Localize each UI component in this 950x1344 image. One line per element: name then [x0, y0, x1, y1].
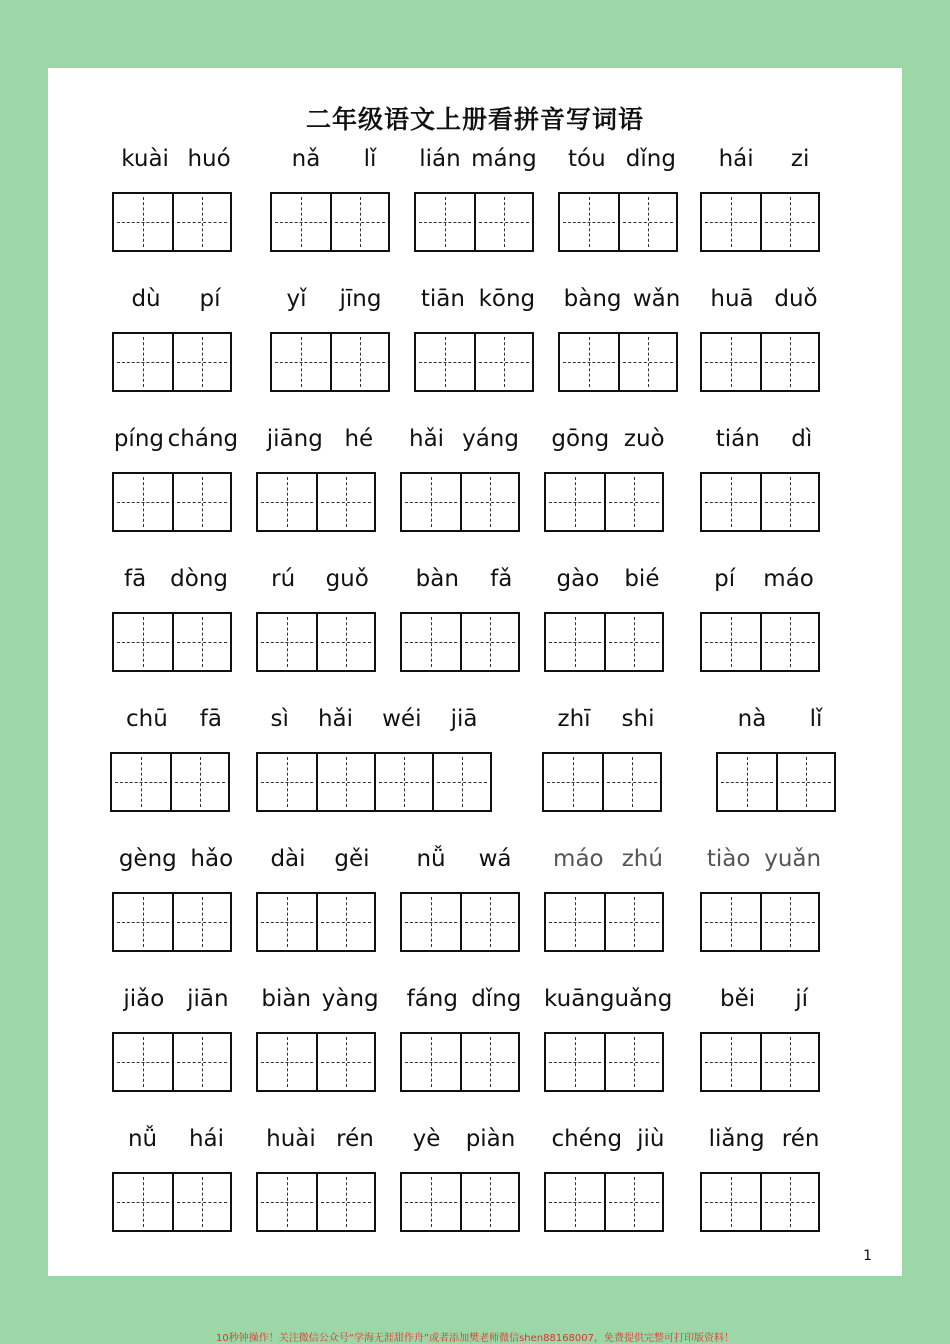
writing-cell[interactable] [560, 334, 618, 390]
tianzige-boxes[interactable] [716, 752, 836, 812]
pinyin-line [400, 846, 528, 872]
word-item [112, 986, 240, 1096]
writing-cell[interactable] [172, 894, 230, 950]
word-item [414, 286, 542, 396]
writing-cell[interactable] [702, 894, 760, 950]
writing-cell[interactable] [330, 194, 388, 250]
pinyin-line [256, 1126, 384, 1152]
pinyin-syllable: hái [718, 146, 754, 172]
pinyin-line [700, 146, 828, 172]
pinyin-syllable: bié [624, 566, 660, 592]
pinyin-syllable: huā [710, 286, 754, 312]
writing-cell[interactable] [702, 1174, 760, 1230]
word-item [112, 286, 240, 396]
writing-cell[interactable] [172, 1174, 230, 1230]
writing-cell[interactable] [604, 474, 662, 530]
writing-cell[interactable] [402, 614, 460, 670]
pinyin-line [414, 146, 542, 172]
writing-cell[interactable] [702, 1034, 760, 1090]
tianzige-boxes[interactable] [700, 192, 820, 252]
pinyin-syllable: biàn [261, 986, 312, 1012]
pinyin-syllable: jiān [187, 986, 229, 1012]
pinyin-syllable: máng [471, 146, 537, 172]
writing-cell[interactable] [760, 334, 818, 390]
word-item [544, 426, 672, 536]
pinyin-line [256, 846, 384, 872]
pinyin-syllable: lǐ [809, 706, 823, 732]
pinyin-syllable: nǎ [291, 146, 321, 172]
pinyin-syllable: hǎo [190, 846, 234, 872]
pinyin-syllable: zi [790, 146, 810, 172]
writing-cell[interactable] [172, 474, 230, 530]
pinyin-syllable: tián [715, 426, 760, 452]
tianzige-boxes[interactable] [414, 192, 534, 252]
tianzige-boxes[interactable] [400, 612, 520, 672]
writing-cell[interactable] [172, 194, 230, 250]
pinyin-syllable: yǐ [286, 286, 307, 312]
pinyin-line [544, 1126, 672, 1152]
pinyin-syllable: wǎn [632, 286, 681, 312]
tianzige-boxes[interactable] [558, 192, 678, 252]
writing-cell[interactable] [776, 754, 834, 810]
writing-cell[interactable] [316, 754, 374, 810]
word-item [400, 986, 528, 1096]
writing-cell[interactable] [272, 194, 330, 250]
word-item [256, 986, 384, 1096]
writing-cell[interactable] [258, 474, 316, 530]
pinyin-syllable: fā [123, 566, 147, 592]
writing-cell[interactable] [258, 1034, 316, 1090]
pinyin-line [400, 426, 528, 452]
pinyin-syllable: hǎi [317, 706, 354, 732]
tianzige-boxes[interactable] [542, 752, 662, 812]
word-item [270, 146, 398, 256]
writing-cell[interactable] [416, 334, 474, 390]
writing-cell[interactable] [460, 474, 518, 530]
pinyin-syllable: tiān [420, 286, 465, 312]
page-title: 二年级语文上册看拼音写词语 [305, 105, 644, 134]
word-item [112, 1126, 240, 1236]
pinyin-line [716, 706, 844, 732]
pinyin-syllable: gèng [118, 846, 177, 872]
pinyin-syllable: jīng [339, 286, 382, 312]
tianzige-boxes[interactable] [400, 1172, 520, 1232]
word-item [110, 706, 238, 816]
word-item [544, 566, 672, 676]
pinyin-syllable: shi [621, 706, 655, 732]
writing-cell[interactable] [546, 614, 604, 670]
pinyin-syllable: kōng [478, 286, 536, 312]
tianzige-boxes[interactable] [400, 472, 520, 532]
word-item [542, 706, 670, 816]
pinyin-syllable: gōng [551, 426, 610, 452]
writing-cell[interactable] [604, 614, 662, 670]
writing-cell[interactable] [460, 894, 518, 950]
tianzige-boxes[interactable] [400, 892, 520, 952]
pinyin-syllable: sì [270, 706, 289, 732]
writing-cell[interactable] [258, 1174, 316, 1230]
writing-cell[interactable] [316, 1034, 374, 1090]
tianzige-boxes[interactable] [112, 892, 232, 952]
writing-cell[interactable] [544, 754, 602, 810]
writing-cell[interactable] [172, 334, 230, 390]
worksheet-page [48, 68, 902, 1276]
pinyin-syllable: jí [795, 986, 808, 1012]
word-item [112, 846, 240, 956]
writing-cell[interactable] [374, 754, 432, 810]
pinyin-syllable: jiāng [266, 426, 323, 452]
writing-cell[interactable] [172, 614, 230, 670]
writing-cell[interactable] [258, 894, 316, 950]
pinyin-syllable: dòng [170, 566, 229, 592]
word-item [558, 146, 686, 256]
pinyin-syllable: zhī [557, 706, 591, 732]
writing-cell[interactable] [702, 194, 760, 250]
pinyin-syllable: yàng [321, 986, 379, 1012]
tianzige-boxes[interactable] [256, 612, 376, 672]
writing-cell[interactable] [114, 1174, 172, 1230]
writing-cell[interactable] [316, 474, 374, 530]
writing-cell[interactable] [258, 754, 316, 810]
word-item [270, 286, 398, 396]
word-item [700, 566, 828, 676]
writing-cell[interactable] [316, 894, 374, 950]
pinyin-line [400, 1126, 528, 1152]
writing-cell[interactable] [702, 474, 760, 530]
tianzige-boxes[interactable] [544, 1032, 664, 1092]
pinyin-line [700, 986, 828, 1012]
writing-cell[interactable] [760, 474, 818, 530]
writing-cell[interactable] [316, 1174, 374, 1230]
pinyin-line [544, 846, 672, 872]
writing-cell[interactable] [702, 334, 760, 390]
pinyin-syllable: máo [553, 846, 604, 872]
pinyin-line [270, 286, 398, 312]
pinyin-syllable: cháng [167, 426, 239, 452]
pinyin-syllable: gěi [334, 846, 370, 872]
pinyin-line [256, 566, 384, 592]
writing-cell[interactable] [258, 614, 316, 670]
tianzige-boxes[interactable] [256, 892, 376, 952]
tianzige-boxes[interactable] [544, 1172, 664, 1232]
pinyin-syllable: kuài [121, 146, 169, 172]
pinyin-line [544, 566, 672, 592]
tianzige-boxes[interactable] [112, 612, 232, 672]
writing-cell[interactable] [546, 894, 604, 950]
pinyin-syllable: duǒ [774, 286, 818, 312]
pinyin-line [700, 566, 828, 592]
pinyin-syllable: hé [344, 426, 374, 452]
word-item [256, 426, 384, 536]
tianzige-boxes[interactable] [112, 1172, 232, 1232]
writing-cell[interactable] [114, 474, 172, 530]
pinyin-syllable: piàn [465, 1126, 516, 1152]
pinyin-syllable: píng [113, 426, 164, 452]
tianzige-boxes[interactable] [700, 472, 820, 532]
pinyin-syllable: fǎ [490, 566, 513, 592]
writing-cell[interactable] [604, 1034, 662, 1090]
pinyin-line [112, 1126, 240, 1152]
pinyin-syllable: huó [187, 146, 231, 172]
writing-cell[interactable] [760, 1034, 818, 1090]
pinyin-syllable: zhú [621, 846, 663, 872]
pinyin-line [700, 846, 828, 872]
pinyin-syllable: rén [336, 1126, 374, 1152]
word-item [112, 426, 240, 536]
pinyin-syllable: lián [419, 146, 461, 172]
pinyin-line [256, 986, 384, 1012]
word-item [544, 1126, 672, 1236]
tianzige-boxes[interactable] [270, 332, 390, 392]
word-item [414, 146, 542, 256]
writing-cell[interactable] [760, 614, 818, 670]
pinyin-syllable: liǎng [708, 1126, 765, 1152]
pinyin-syllable: chéng [551, 1126, 623, 1152]
writing-cell[interactable] [702, 614, 760, 670]
pinyin-syllable: bàn [415, 566, 459, 592]
writing-cell[interactable] [272, 334, 330, 390]
tianzige-boxes[interactable] [700, 1032, 820, 1092]
word-item [700, 986, 828, 1096]
word-item [256, 1126, 384, 1236]
writing-cell[interactable] [114, 614, 172, 670]
writing-cell[interactable] [402, 1034, 460, 1090]
writing-cell[interactable] [546, 474, 604, 530]
tianzige-boxes[interactable] [112, 472, 232, 532]
word-item [700, 846, 828, 956]
writing-cell[interactable] [402, 1174, 460, 1230]
writing-cell[interactable] [402, 474, 460, 530]
writing-cell[interactable] [546, 1174, 604, 1230]
word-item [700, 286, 828, 396]
pinyin-syllable: yuǎn [764, 846, 822, 872]
pinyin-syllable: pí [199, 286, 221, 312]
pinyin-syllable: huài [266, 1126, 316, 1152]
writing-cell[interactable] [170, 754, 228, 810]
word-item [544, 986, 672, 1096]
word-item [400, 846, 528, 956]
pinyin-line [112, 986, 240, 1012]
writing-cell[interactable] [474, 194, 532, 250]
pinyin-syllable: dài [270, 846, 306, 872]
pinyin-line [256, 426, 384, 452]
pinyin-line [558, 146, 686, 172]
tianzige-boxes[interactable] [700, 332, 820, 392]
writing-cell[interactable] [760, 194, 818, 250]
pinyin-syllable: gào [556, 566, 600, 592]
pinyin-syllable: jiā [450, 706, 478, 732]
writing-cell[interactable] [402, 894, 460, 950]
tianzige-boxes[interactable] [544, 612, 664, 672]
writing-cell[interactable] [114, 194, 172, 250]
pinyin-syllable: wá [478, 846, 512, 872]
tianzige-boxes[interactable] [112, 1032, 232, 1092]
writing-cell[interactable] [114, 334, 172, 390]
tianzige-boxes[interactable] [700, 1172, 820, 1232]
pinyin-line [544, 986, 672, 1012]
pinyin-line [700, 286, 828, 312]
writing-cell[interactable] [474, 334, 532, 390]
pinyin-syllable: chū [125, 706, 168, 732]
word-item [716, 706, 844, 816]
writing-cell[interactable] [112, 754, 170, 810]
writing-cell[interactable] [760, 1174, 818, 1230]
pinyin-syllable: tóu [568, 146, 606, 172]
tianzige-boxes[interactable] [700, 612, 820, 672]
word-item [700, 426, 828, 536]
tianzige-boxes[interactable] [544, 892, 664, 952]
writing-cell[interactable] [718, 754, 776, 810]
pinyin-syllable: pí [714, 566, 736, 592]
pinyin-line [700, 1126, 828, 1152]
pinyin-syllable: fā [199, 706, 222, 732]
page-number: 1 [863, 1248, 872, 1264]
word-item [700, 1126, 828, 1236]
writing-cell[interactable] [604, 1174, 662, 1230]
tianzige-boxes[interactable] [558, 332, 678, 392]
pinyin-syllable: dǐng [625, 146, 676, 172]
word-item [112, 566, 240, 676]
writing-cell[interactable] [760, 894, 818, 950]
pinyin-syllable: dù [131, 286, 161, 312]
writing-cell[interactable] [416, 194, 474, 250]
pinyin-syllable: nǚ [127, 1126, 158, 1152]
word-item [558, 286, 686, 396]
pinyin-syllable: yáng [462, 426, 519, 452]
writing-cell[interactable] [560, 194, 618, 250]
pinyin-syllable: zuò [623, 426, 665, 452]
writing-cell[interactable] [460, 1174, 518, 1230]
pinyin-syllable: lǐ [363, 146, 377, 172]
pinyin-syllable: jiǎo [123, 986, 165, 1012]
writing-cell[interactable] [432, 754, 490, 810]
tianzige-boxes[interactable] [700, 892, 820, 952]
pinyin-syllable: jiù [637, 1126, 665, 1152]
pinyin-syllable: bàng [563, 286, 622, 312]
writing-cell[interactable] [602, 754, 660, 810]
writing-cell[interactable] [114, 894, 172, 950]
pinyin-line [112, 286, 240, 312]
pinyin-line [400, 986, 528, 1012]
pinyin-syllable: hǎi [409, 426, 445, 452]
writing-cell[interactable] [460, 614, 518, 670]
pinyin-syllable: guǎng [599, 986, 673, 1012]
pinyin-syllable: máo [763, 566, 814, 592]
pinyin-syllable: rú [271, 566, 296, 592]
pinyin-syllable: nà [737, 706, 767, 732]
pinyin-line [112, 426, 240, 452]
pinyin-syllable: kuān [544, 986, 600, 1012]
word-item [700, 146, 828, 256]
tianzige-boxes[interactable] [270, 192, 390, 252]
writing-cell[interactable] [546, 1034, 604, 1090]
pinyin-line [544, 426, 672, 452]
pinyin-line [558, 286, 686, 312]
tianzige-boxes[interactable] [112, 332, 232, 392]
pinyin-syllable: hái [188, 1126, 225, 1152]
tianzige-boxes[interactable] [112, 192, 232, 252]
pinyin-line [112, 566, 240, 592]
pinyin-line [256, 706, 492, 732]
writing-cell[interactable] [172, 1034, 230, 1090]
pinyin-line [270, 146, 398, 172]
writing-cell[interactable] [604, 894, 662, 950]
tianzige-boxes[interactable] [414, 332, 534, 392]
pinyin-syllable: dì [791, 426, 813, 452]
tianzige-boxes[interactable] [110, 752, 230, 812]
pinyin-syllable: tiào [706, 846, 751, 872]
pinyin-line [112, 846, 240, 872]
word-item [400, 566, 528, 676]
word-item [256, 566, 384, 676]
tianzige-boxes[interactable] [256, 472, 376, 532]
pinyin-syllable: fáng [406, 986, 458, 1012]
pinyin-syllable: běi [720, 986, 756, 1012]
writing-cell[interactable] [618, 334, 676, 390]
pinyin-line [112, 146, 240, 172]
word-item [400, 1126, 528, 1236]
tianzige-boxes[interactable] [256, 1032, 376, 1092]
tianzige-boxes[interactable] [256, 752, 492, 812]
word-item [112, 146, 240, 256]
pinyin-syllable: guǒ [325, 566, 369, 592]
writing-cell[interactable] [618, 194, 676, 250]
pinyin-line [542, 706, 670, 732]
word-item [400, 426, 528, 536]
writing-cell[interactable] [330, 334, 388, 390]
pinyin-syllable: yè [412, 1126, 441, 1152]
tianzige-boxes[interactable] [544, 472, 664, 532]
footer-note: 10秒钟操作！关注微信公众号“学海无涯甜作舟”或者添加樊老师微信shen88168007，免费提供完整可打印版资料！ [215, 1333, 735, 1344]
word-item [256, 706, 492, 816]
pinyin-line [110, 706, 238, 732]
tianzige-boxes[interactable] [256, 1172, 376, 1232]
writing-cell[interactable] [316, 614, 374, 670]
tianzige-boxes[interactable] [400, 1032, 520, 1092]
pinyin-syllable: wéi [382, 706, 422, 732]
pinyin-syllable: nǚ [416, 846, 446, 872]
pinyin-line [414, 286, 542, 312]
pinyin-line [400, 566, 528, 592]
word-item [256, 846, 384, 956]
word-item [544, 846, 672, 956]
writing-cell[interactable] [460, 1034, 518, 1090]
pinyin-syllable: rén [781, 1126, 820, 1152]
writing-cell[interactable] [114, 1034, 172, 1090]
pinyin-syllable: dǐng [471, 986, 522, 1012]
pinyin-line [700, 426, 828, 452]
